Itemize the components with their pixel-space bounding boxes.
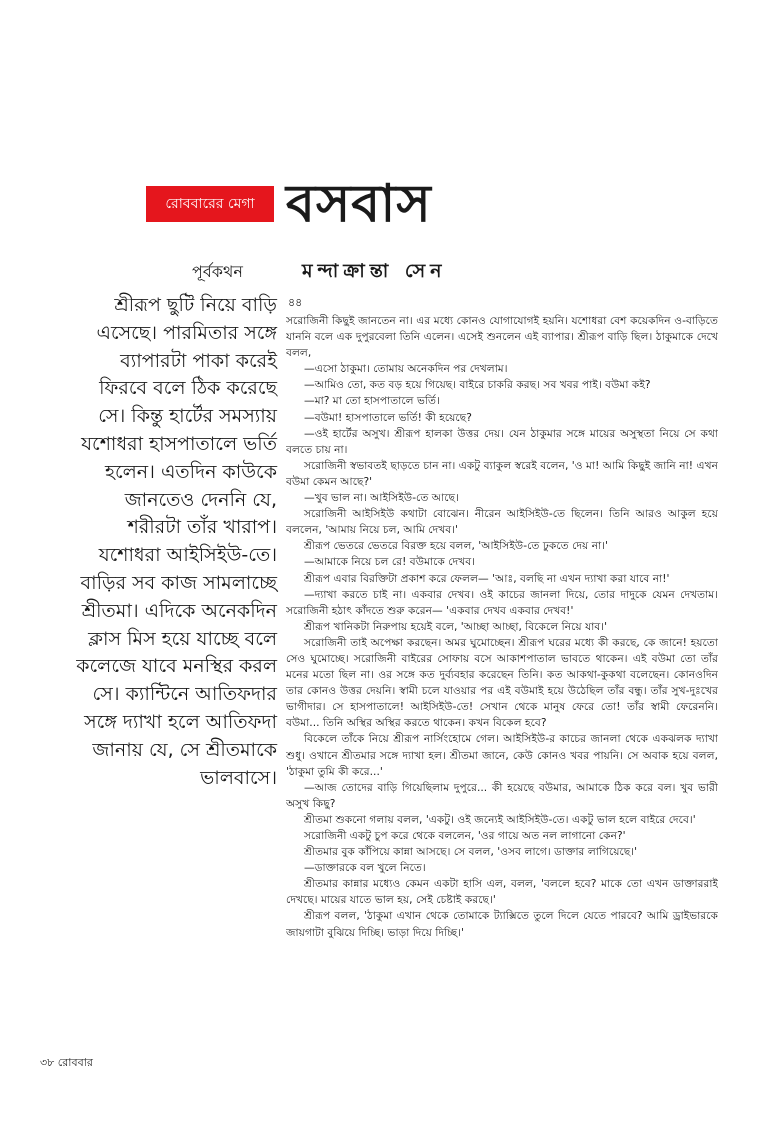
article-paragraph: সরোজিনী তাই অপেক্ষা করছেন। অমর ঘুমোচ্ছেন। শ্রীরূপ ঘরের মধ্যে কী করছে, কে জানে! হয়তো সেও ঘুমোচ্ছে। সরোজিনী বাইরের সোফায় বসে আকাশপাতাল ভাবতে থাকেন। এই বউমা তো তাঁর মনের মতো ছিল না। ওর সঙ্গে কত দুর্ব্যবহার করেছেন তিনি। কত আকথা-কুকথা বলেছেন। কোনওদিন তার কোনও উত্তর দেয়নি। স্বামী চলে যাওয়ার পর এই বউমাই হয়ে উঠেছিল তাঁর বন্ধু। তাঁর সুখ-দুঃখের ভাগীদার। সে হাসপাতালে! আইসিইউ-তে! সেখান থেকে মানুষ ফেরে তো! তাঁর স্বামী ফেরেননি। বউমা... তিনি অস্থির অস্থির করতে থাকেন। কখন বিকেল হবে? (286, 635, 718, 730)
story-title: বসবাস (286, 174, 432, 234)
article-paragraph: —খুব ভাল না। আইসিইউ-তে আছে। (304, 491, 459, 505)
article-paragraph: সরোজিনী একটু চুপ করে থেকে বললেন, 'ওর গায়ে অত নল লাগানো কেন?' (304, 829, 626, 842)
article-paragraph: —এসো ঠাকুমা। তোমায় অনেকদিন পর দেখলাম। (304, 362, 508, 376)
article-paragraph: শ্রীতমার কান্নার মধ্যেও কেমন একটা হাসি এল, বলল, 'বললে হবে? মাকে তো এখন ডাক্তাররাই দেখছে। মায়ের যাতে ভাল হয়, সেই চেষ্টাই করছে।' (286, 877, 718, 907)
article-paragraph: শ্রীতমার বুক কাঁপিয়ে কান্না আসছে। সে বলল, 'ওসব লাগে। ডাক্তার লাগিয়েছে।' (304, 845, 638, 859)
article-paragraph: বিকেলে তাঁকে নিয়ে শ্রীরূপ নার্সিংহোমে গেল। আইসিইউ-র কাচের জানলা থেকে একঝলক দ্যাখা শুধু। ওখানে শ্রীতমার সঙ্গে দ্যাখা হল। শ্রীতমা জানে, কেউ কোনও খবর পায়নি। সে অবাক হয়ে বলল, 'ঠাকুমা তুমি কী করে...' (286, 732, 718, 778)
article-paragraph: সরোজিনী কিছুই জানতেন না। এর মধ্যে কোনও যোগাযোগই হয়নি। যশোধরা বেশ কয়েকদিন ও-বাড়িতে যাননি বলে এক দুপুরবেলা তিনি এলেন। এসেই শুনলেন এই ব্যাপার। শ্রীরূপ বাড়ি ছিল। ঠাকুমাকে দেখে বলল, (286, 314, 718, 360)
article-paragraph: শ্রীরূপ ভেতরে ভেতরে বিরক্ত হয়ে বলল, 'আইসিইউ-তে ঢুকতে দেয় না।' (304, 539, 608, 553)
preface-label: পূর্বকথন (192, 262, 243, 281)
article-paragraph: —মা? মা তো হাসপাতালে ভর্তি। (304, 394, 440, 408)
section-badge: রোববারের মেগা (146, 186, 274, 222)
article-paragraph: —ওই হার্টের অসুখ। শ্রীরূপ হালকা উত্তর দেয়। যেন ঠাকুমার সঙ্গে মায়ের অসুস্থতা নিয়ে সে কথা বলতে চায় না। (286, 426, 718, 456)
article-body (286, 296, 718, 1056)
article-paragraph: —আমাকে নিয়ে চল রে! বউমাকে দেখব। (304, 555, 476, 569)
article-paragraph: শ্রীরূপ বলল, 'ঠাকুমা এখান থেকে তোমাকে ট্যাক্সিতে তুলে দিলে যেতে পারবে? আমি ড্রাইভারকে জায়গাটা বুঝিয়ে দিচ্ছি। ভাড়া দিয়ে দিচ্ছি।' (286, 909, 718, 939)
article-paragraph: সরোজিনী আইসিইউ কথাটা বোঝেন। নীরেন আইসিইউ-তে ছিলেন। তিনি আরও আকুল হয়ে বললেন, 'আমায় নিয়ে চল, আমি দেখব।' (286, 507, 718, 537)
synopsis-text: শ্রীরূপ ছুটি নিয়ে বাড়ি এসেছে। পারমিতার সঙ্গে ব্যাপারটা পাকা করেই ফিরবে বলে ঠিক করেছে সে। কিন্তু হার্টের সমস্যায় যশোধরা হাসপাতালে ভর্তি হলেন। এতদিন কাউকে জানতেও দেননি যে, শরীরটা তাঁর খারাপ। যশোধরা আইসিইউ-তে। বাড়ির সব কাজ সামলাচ্ছে শ্রীতমা। এদিকে অনেকদিন ক্লাস মিস হয়ে যাচ্ছে বলে কলেজে যাবে মনস্থির করল সে। ক্যান্টিনে আতিফদার সঙ্গে দ্যাখা হলে আতিফদা জানায় যে, সে শ্রীতমাকে ভালবাসে। (76, 294, 277, 789)
article-paragraph: শ্রীরূপ এবার বিরক্তিটা প্রকাশ করে ফেলল— 'আঃ, বলছি না এখন দ্যাখা করা যাবে না!' (304, 571, 670, 585)
author-name: মন্দাক্রান্তা সেন (302, 260, 447, 282)
article-paragraph: —দ্যাখা করতে চাই না। একবার দেখব। ওই কাচের জানলা দিয়ে, তোর দাদুকে যেমন দেখতাম। সরোজিনী হঠাৎ কাঁদতে শুরু করেন— 'একবার দেখব একবার দেখব!' (286, 587, 718, 617)
article-paragraph: —আমিও তো, কত বড় হয়ে গিয়েছ। বাইরে চাকরি করছ। সব খবর পাই। বউমা কই? (304, 378, 651, 392)
article-paragraph: সরোজিনী স্বভাবতই ছাড়তে চান না। একটু ব্যাকুল স্বরেই বলেন, 'ও মা! আমি কিছুই জানি না! এখন বউমা কেমন আছে?' (286, 458, 718, 488)
chapter-number: ৪৪ (288, 296, 303, 309)
article-paragraph: —বউমা! হাসপাতালে ভর্তি! কী হয়েছে? (304, 410, 472, 424)
article-paragraph: শ্রীতমা শুকনো গলায় বলল, 'একটু। ওই জন্যেই আইসিইউ-তে। একটু ভাল হলে বাইরে দেবে।' (304, 812, 696, 826)
article-paragraph: —ডাক্তারকে বল খুলে নিতে। (304, 861, 426, 875)
article-paragraph: শ্রীরূপ খানিকটা নিরুপায় হয়েই বলে, 'আচ্ছা আচ্ছা, বিকেলে নিয়ে যাব।' (304, 619, 608, 633)
article-paragraph: —আজ তোদের বাড়ি গিয়েছিলাম দুপুরে... কী হয়েছে বউমার, আমাকে ঠিক করে বল। খুব ভারী অসুখ কিছু? (286, 780, 718, 810)
page-footer: ৩৮ রোববার (40, 1056, 93, 1069)
